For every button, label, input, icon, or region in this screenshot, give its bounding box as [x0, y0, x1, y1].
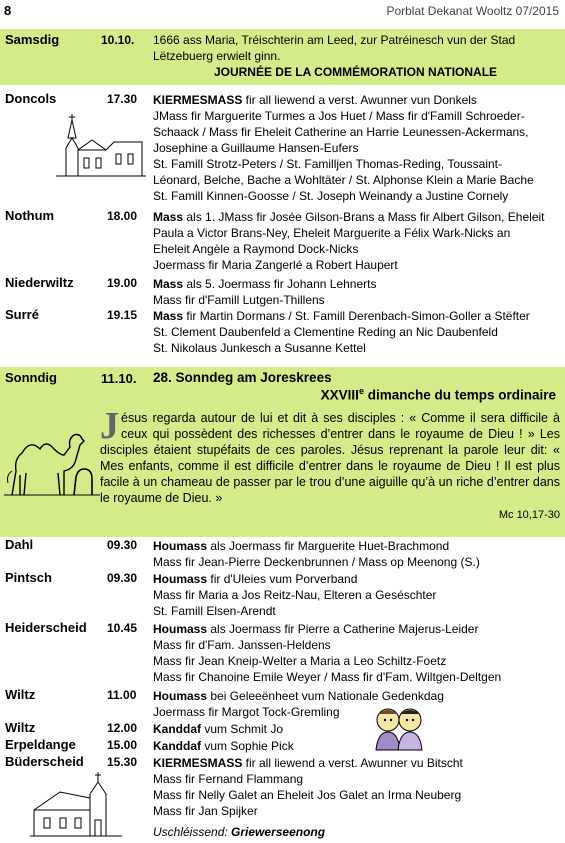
entry-line: [153, 669, 558, 685]
entry-line-bold: Mass: [153, 277, 184, 291]
entry-line-text: Mass fir Jean Kneip-Welter a Maria a Leo Schiltz-Foetz: [153, 654, 447, 668]
entry-time: 12.00: [107, 721, 138, 735]
entry-time: 09.30: [107, 571, 138, 585]
entry-line: [153, 188, 558, 204]
chapel-icon: [30, 770, 125, 838]
sunday-subtitle: [321, 386, 556, 403]
entry-line: [153, 603, 558, 619]
entry-line: [153, 621, 558, 637]
entry-line-text: Mass fir Jan Spijker: [153, 804, 258, 818]
entry-line-text: Josephine a Guillaume Hansen-Eufers: [153, 141, 359, 155]
entry-line: [153, 324, 558, 340]
entry-time: 09.30: [107, 538, 138, 552]
entry-line-text: Mass fir d'Fam. Janssen-Heldens: [153, 638, 331, 652]
entry-line-bold: Houmass: [153, 622, 208, 636]
entry-lines: [153, 92, 558, 204]
entry-line-text: St. Famill Strotz-Peters / St. Familljen Thomas-Reding, Toussaint-: [153, 157, 503, 171]
entry-line: [153, 787, 558, 803]
entry-line: [153, 257, 558, 273]
entry-line: [153, 771, 558, 787]
entry-place: Pintsch: [5, 570, 52, 585]
sunday-title: 28. Sonndeg am Joreskrees: [153, 370, 332, 385]
entry-place: Erpeldange: [5, 737, 76, 752]
closing-note: [153, 825, 325, 839]
gospel-text: ésus regarda autour de lui et dit à ses disciples : « Comme il sera difficile à ceux qui possèdent des richesses d’entrer dans le royaume de Dieu ! » Les disciples étaient stupéfaits de ces paroles. Jésus reprenant la parole leur dit: « Mes enfants, comme il est difficile d’entrer dans le royaume de Dieu ! Il est plus facile à un chameau de passer par le trou d’une aiguille qu’à un riche d’entrer dans le royaume de Dieu. »: [100, 411, 560, 505]
entry-line-text: fir Martin Dormans / St. Famill Derenbach-Simon-Goller a Stëfter: [183, 309, 530, 323]
camel-icon: [4, 425, 104, 497]
entry-line-bold: KIERMESMASS: [153, 756, 243, 770]
entry-line: [153, 225, 558, 241]
entry-line: [153, 156, 558, 172]
entry-line-text: als 5. Joermass fir Johann Lehnerts: [183, 277, 377, 291]
page-number: 8: [4, 3, 12, 18]
saturday-date: 10.10.: [101, 33, 135, 47]
entry-line-text: als Joermass fir Marguerite Huet-Brachmond: [207, 539, 450, 553]
entry-line-text: bei Geleeënheet vum Nationale Gedenkdag: [207, 689, 444, 703]
entry-line-text: Mass fir Nelly Galet an Eheleit Jos Galet an Irma Neuberg: [153, 788, 462, 802]
entry-line: [153, 241, 558, 257]
entry-line-text: fir d'Uleies vum Porverband: [207, 572, 358, 586]
entry-place: Heiderscheid: [5, 620, 87, 635]
entry-lines: [153, 755, 558, 819]
entry-line-bold: Houmass: [153, 572, 208, 586]
entry-line-text: fir all liewend a verst. Awunner vun Donkels: [242, 93, 477, 107]
entry-line: [153, 172, 558, 188]
entry-line-bold: Kanddaf: [153, 722, 201, 736]
entry-line: [153, 637, 558, 653]
closing-emphasis: Griewerseenong: [231, 825, 326, 839]
sunday-subtitle-sup: e: [358, 386, 364, 396]
entry-line: [153, 688, 558, 704]
entry-lines: [153, 209, 558, 273]
entry-lines: [153, 738, 558, 754]
church-icon: [56, 110, 146, 178]
entry-line: [153, 755, 558, 771]
entry-place: Wiltz: [5, 720, 36, 735]
entry-place: Wiltz: [5, 687, 36, 702]
entry-line: [153, 803, 558, 819]
entry-time: 19.15: [107, 308, 138, 322]
sunday-date: 11.10.: [101, 371, 137, 386]
entry-line-text: St. Clement Daubenfeld a Clementine Reding an Nic Daubenfeld: [153, 325, 498, 339]
gospel-reference: Mc 10,17-30: [498, 509, 560, 521]
entry-line-text: Mass fir d'Famill Lutgen-Thillens: [153, 293, 325, 307]
entry-line-text: Joermass fir Maria Zangerlé a Robert Haupert: [153, 258, 398, 272]
entry-place: Doncols: [5, 91, 57, 106]
entry-line-text: fir all liewend a verst. Awunner vu Bitscht: [242, 756, 463, 770]
entry-place: Büderscheid: [5, 754, 84, 769]
entry-place: Nothum: [5, 208, 55, 223]
entry-line: [153, 292, 558, 308]
entry-line: [153, 554, 558, 570]
entry-time: 15.30: [107, 755, 138, 769]
gospel-dropcap: J: [100, 405, 119, 447]
entry-line-text: Mass fir Jean-Pierre Deckenbrunnen / Mass op Meenong (S.): [153, 555, 480, 569]
entry-line: [153, 92, 558, 108]
entry-line: [153, 124, 558, 140]
entry-line: [153, 571, 558, 587]
entry-line: [153, 276, 558, 292]
entry-line-text: St. Famill Elsen-Arendt: [153, 604, 276, 618]
entry-lines: [153, 308, 558, 356]
entry-time: 11.00: [107, 688, 137, 702]
saturday-note-line: Lëtzebuerg erwielt ginn.: [153, 49, 281, 63]
entry-line: [153, 704, 558, 720]
entry-lines: [153, 276, 558, 308]
entry-line-text: Eheleit Angèle a Raymond Dock-Nicks: [153, 242, 359, 256]
entry-line: [153, 340, 558, 356]
entry-line-bold: Kanddaf: [153, 739, 201, 753]
entry-line: [153, 308, 558, 324]
saturday-note-line: 1666 ass Maria, Tréischterin am Leed, zur Patréinesch vun der Stad: [153, 33, 516, 47]
entry-time: 15.00: [107, 738, 138, 752]
entry-lines: [153, 621, 558, 685]
entry-line-text: als 1. JMass fir Josée Gilson-Brans a Mass fir Albert Gilson, Eheleit: [183, 210, 545, 224]
entry-time: 19.00: [107, 276, 138, 290]
entry-line-text: JMass fir Marguerite Turmes a Jos Huet / Mass fir d'Famill Schroeder-: [153, 109, 525, 123]
entry-line-bold: KIERMESMASS: [153, 93, 243, 107]
entry-line: [153, 721, 558, 737]
entry-time: 10.45: [107, 621, 138, 635]
entry-line: [153, 587, 558, 603]
sunday-day: Sonndig: [5, 370, 57, 385]
entry-line-text: Mass fir Fernand Flammang: [153, 772, 304, 786]
entry-line-bold: Houmass: [153, 539, 208, 553]
entry-line: [153, 108, 558, 124]
entry-line: [153, 738, 558, 754]
children-icon: [366, 706, 436, 752]
entry-line-text: Mass fir Chanoine Emile Weyer / Mass fir d'Fam. Wiltgen-Deltgen: [153, 670, 502, 684]
entry-lines: [153, 538, 558, 570]
entry-time: 18.00: [107, 209, 138, 223]
entry-place: Niederwiltz: [5, 275, 74, 290]
entry-line: [153, 653, 558, 669]
entry-line-bold: Mass: [153, 309, 184, 323]
saturday-note-title: JOURNÉE DE LA COMMÉMORATION NATIONALE: [213, 65, 498, 79]
entry-line-text: Schaack / Mass fir Eheleit Catherine an Harrie Leunessen-Ackermans,: [153, 125, 529, 139]
entry-line-text: vum Sophie Pick: [201, 739, 294, 753]
entry-line-text: als Joermass fir Pierre a Catherine Majerus-Leider: [207, 622, 479, 636]
entry-line-text: St. Nikolaus Junkesch a Susanne Kettel: [153, 341, 366, 355]
publication-title: Porblat Dekanat Wooltz 07/2015: [386, 4, 559, 18]
gospel-passage: [100, 405, 560, 523]
entry-line-text: Léonard, Belche, Bache a Wohltäter / St. Alphonse Klein a Marie Bache: [153, 173, 534, 187]
entry-line: [153, 140, 558, 156]
entry-line-bold: Mass: [153, 210, 184, 224]
entry-lines: [153, 571, 558, 619]
entry-place: Surré: [5, 307, 39, 322]
entry-lines: [153, 721, 558, 737]
entry-line-text: Joermass fir Margot Tock-Gremling: [153, 705, 340, 719]
entry-line-text: Mass fir Maria a Jos Reitz-Nau, Elteren a Geséschter: [153, 588, 437, 602]
entry-line-text: St. Famill Kinnen-Goosse / St. Joseph Weinandy a Justine Cornely: [153, 189, 509, 203]
entry-line-text: Paula a Victor Brans-Ney, Eheleit Marguerite a Félix Wark-Nicks an: [153, 226, 511, 240]
closing-label: Uschléissend:: [153, 825, 232, 839]
saturday-day: Samsdig: [5, 32, 60, 47]
sunday-subtitle-numeral: XXVIII: [320, 387, 359, 403]
sunday-subtitle-text: dimanche du temps ordinaire: [363, 387, 556, 403]
entry-lines: [153, 688, 558, 720]
entry-place: Dahl: [5, 537, 34, 552]
entry-line: [153, 538, 558, 554]
entry-line: [153, 209, 558, 225]
entry-time: 17.30: [107, 92, 138, 106]
entry-line-text: vum Schmit Jo: [201, 722, 284, 736]
saturday-note: [153, 32, 558, 80]
entry-line-bold: Houmass: [153, 689, 208, 703]
